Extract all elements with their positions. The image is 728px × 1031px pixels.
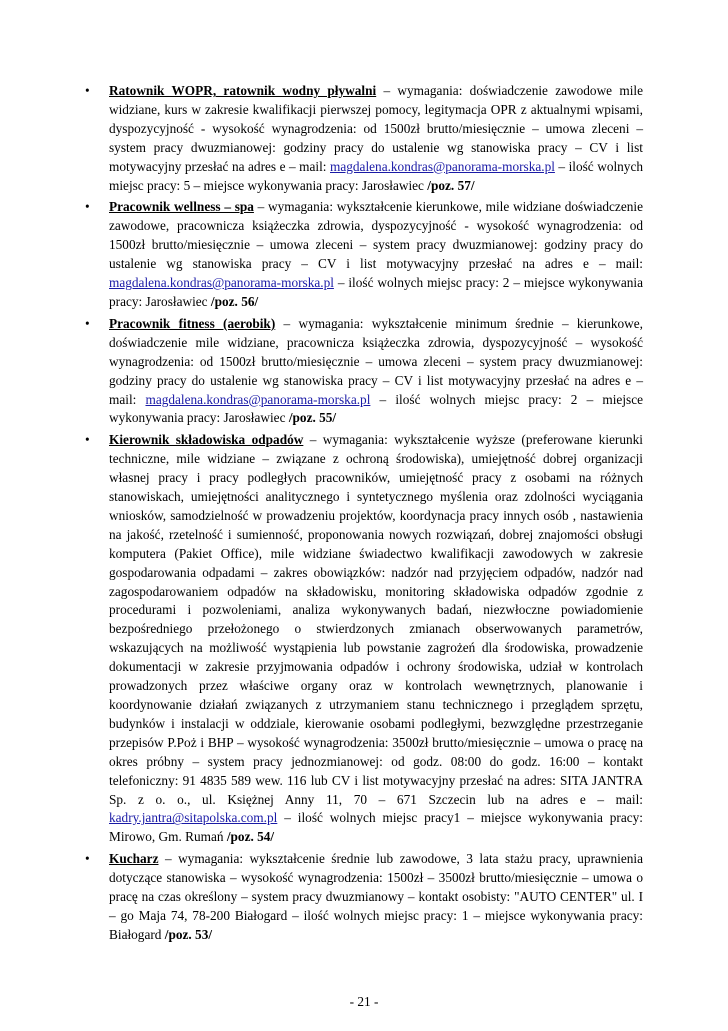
email-link[interactable]: magdalena.kondras@panorama-morska.pl bbox=[109, 275, 334, 291]
job-description-tail: – ilość wolnych miejsc pracy: 2 – miejsce wykonywania pracy: Jarosławiec bbox=[109, 275, 643, 309]
page-number: - 21 - bbox=[349, 994, 379, 1009]
job-description-tail: – ilość wolnych miejsc pracy1 – miejsce wykonywania pracy: Mirowo, Gm. Rumań bbox=[109, 810, 643, 845]
job-description: – wymagania: wykształcenie wyższe (preferowane kierunki techniczne, mile widziane – związane z ochroną środowiska), umiejętność dobrej organizacji własnej pracy i pracy podległych pracowników, umiejętność pracy z osobami na różnych stanowiskach, umiejętności analitycznego i syntetycznego myślenia oraz zdolności wyciągania wniosków, samodzielność w prowadzeniu projektów, koordynacja pracy innych osób , nastawienia na jakość, rzetelność i sumienność, proponowania nowych rozwiązań, dobrej znajomości obsługi komputera (Pakiet Office), mile widziane świadectwo kwalifikacji zawodowych w zakresie gospodarowania odpadami – zakres obowiązków: nadzór nad przyjęciem odpadów, nadzór nad zagospodarowaniem odpadów na składowisku, monitoring składowiska odpadów zgodnie z procedurami i pozwoleniami, analiza wykonywanych badań, niezwłoczne powiadomienie bezpośredniego przełożonego o stwierdzonych zmianach obserwowanych parametrów, wskazujących na możliwość wystąpienia lub powstanie zagrożeń dla środowiska, prowadzenie dokumentacji w zakresie przyjmowania odpadów i ochrony środowiska, udział w kontrolach prowadzonych przez właściwe organy oraz w kontrolach wewnętrznych, planowanie i koordynowanie działań związanych z utrzymaniem stanu technicznego i przeglądem sprzętu, budynków i instalacji w oddziale, kierowanie osobami podległymi, bezwzględne przestrzeganie przepisów P.Poż i BHP – wysokość wynagrodzenia: 3500zł brutto/miesięcznie – umowa o pracę na okres próbny – system pracy jednozmianowej: od godz. 08:00 do godz. 16:00 – kontakt telefoniczny: 91 4835 589 wew. 116 lub CV i list motywacyjny przesłać na adres: SITA JANTRA Sp. z o. o., ul. Księżnej Anny 11, 70 – 671 Szczecin lub na adres e – mail: bbox=[109, 432, 643, 807]
job-description: – wymagania: wykształcenie minimum średnie – kierunkowe, doświadczenie mile widziane, pracownicza książeczka zdrowia, dyspozycyjność – wysokość wynagrodzenia: od 1500zł brutto/miesięcznie – umowa zleceni – system pracy dwuzmianowej: godziny pracy do ustalenie wg stanowiska pracy – CV i list motywacyjny przesłać na adres e – mail: bbox=[109, 315, 643, 407]
job-title: Kierownik składowiska odpadów bbox=[109, 432, 304, 448]
job-title: Pracownik fitness (aerobik) bbox=[109, 315, 276, 331]
job-title: Ratownik WOPR, ratownik wodny pływalni bbox=[109, 83, 377, 98]
job-description: – wymagania: wykształcenie średnie lub zawodowe, 3 lata stażu pracy, uprawnienia dotyczące stanowiska – wysokość wynagrodzenia: 1500zł – 3500zł brutto/miesięcznie – umowa o pracę na czas określony – system pracy dwuzmianowy – kontakt osobisty: "AUTO CENTER" ul. I – go Maja 74, 78-200 Białogard – ilość wolnych miejsc pracy: 1 – miejsce wykonywania pracy: Białogard bbox=[109, 851, 643, 942]
job-offer-item bbox=[85, 431, 643, 847]
position-number: /poz. 57/ bbox=[427, 177, 475, 193]
job-description-tail: – ilość wolnych miejsc pracy: 2 – miejsce wykonywania pracy: Jarosławiec bbox=[109, 391, 643, 426]
job-offer-item bbox=[85, 315, 643, 428]
email-link[interactable]: magdalena.kondras@panorama-morska.pl bbox=[145, 391, 371, 407]
job-description-tail: – ilość wolnych miejsc pracy: 5 – miejsce wykonywania pracy: Jarosławiec bbox=[109, 158, 644, 193]
job-offer-list bbox=[85, 82, 643, 948]
job-title: Kucharz bbox=[109, 851, 159, 867]
job-offer-item bbox=[85, 198, 643, 311]
position-number: /poz. 55/ bbox=[288, 410, 337, 426]
position-number: /poz. 54/ bbox=[226, 829, 275, 845]
job-description: – wymagania: wykształcenie kierunkowe, mile widziane doświadczenie zawodowe, pracownicza książeczka zdrowia, dyspozycyjność - wysokość wynagrodzenia: od 1500zł brutto/miesięcznie – umowa zleceni – system pracy dwuzmianowej: godziny pracy do ustalenie wg stanowiska pracy – CV i list motywacyjny przesłać na adres e – mail: bbox=[109, 199, 643, 272]
email-link[interactable]: magdalena.kondras@panorama-morska.pl bbox=[330, 158, 555, 174]
job-offer-item bbox=[85, 850, 643, 945]
email-link[interactable]: kadry.jantra@sitapolska.com.pl bbox=[109, 810, 278, 826]
position-number: /poz. 56/ bbox=[210, 293, 259, 309]
job-title: Pracownik wellness – spa bbox=[109, 199, 254, 215]
job-description: – wymagania: doświadczenie zawodowe mile widziane, kurs w zakresie kwalifikacji pierwszej pomocy, legitymacja OPR z aktualnymi wpisami, dyspozycyjność - wysokość wynagrodzenia: od 1500zł brutto/miesięcznie – umowa zleceni – system pracy dwuzmianowej: godziny pracy do ustalenie wg stanowiska pracy – CV i list motywacyjny przesłać na adres e – mail: bbox=[109, 83, 643, 174]
position-number: /poz. 53/ bbox=[164, 926, 213, 942]
job-offer-item bbox=[85, 82, 643, 195]
